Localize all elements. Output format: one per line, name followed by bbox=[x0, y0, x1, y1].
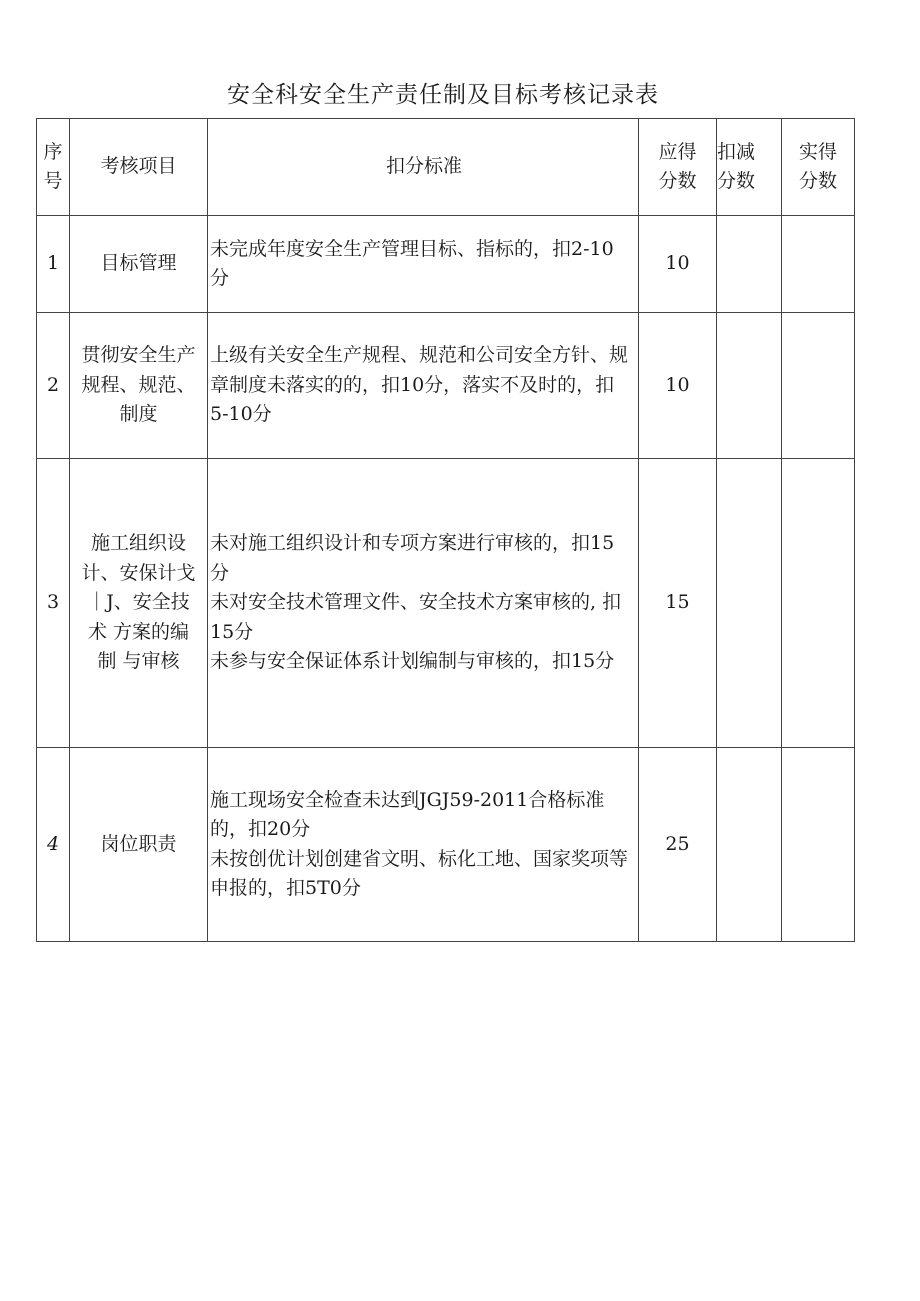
row-deduct-score bbox=[717, 313, 782, 459]
row-actual-score bbox=[782, 313, 855, 459]
row-deduct-score bbox=[717, 459, 782, 748]
header-actual-line-2: 分数 bbox=[798, 170, 837, 192]
header-deduct bbox=[717, 119, 782, 216]
row-seq: 3 bbox=[37, 459, 70, 748]
table-row bbox=[37, 216, 855, 313]
header-deduct-line-2: 分数 bbox=[717, 170, 756, 192]
header-seq bbox=[37, 119, 70, 216]
header-due-line-2: 分数 bbox=[658, 170, 697, 192]
row-seq: 1 bbox=[37, 216, 70, 313]
row-actual-score bbox=[782, 459, 855, 748]
table-header-row bbox=[37, 119, 855, 216]
row-item bbox=[70, 459, 208, 748]
header-due bbox=[639, 119, 717, 216]
header-seq-line-1: 序 bbox=[43, 140, 63, 163]
row-criteria-text: 未完成年度安全生产管理目标、指标的，扣2-10分 bbox=[210, 237, 614, 289]
table-row bbox=[37, 313, 855, 459]
row-actual-score bbox=[782, 216, 855, 313]
row-actual-score bbox=[782, 748, 855, 942]
header-deduct-line-1: 扣减 bbox=[717, 140, 756, 163]
row-criteria-text: 上级有关安全生产规程、规范和公司安全方针、规章制度未落实的的，扣10分，落实不及时的，扣5-10分 bbox=[210, 344, 629, 426]
row-due-score: 15 bbox=[639, 459, 717, 748]
row-item-text: 施工组织设计、安保计戈｜J、安全技术 方案的编制 与审核 bbox=[81, 532, 196, 673]
assessment-table bbox=[36, 118, 855, 942]
row-criteria bbox=[208, 313, 639, 459]
header-seq-line-2: 号 bbox=[43, 170, 63, 192]
row-item bbox=[70, 748, 208, 942]
row-due-score: 25 bbox=[639, 748, 717, 942]
row-seq: 4 bbox=[37, 748, 70, 942]
row-deduct-score bbox=[717, 216, 782, 313]
row-deduct-score bbox=[717, 748, 782, 942]
header-item: 考核项目 bbox=[70, 119, 208, 216]
row-criteria bbox=[208, 216, 639, 313]
header-due-line-1: 应得 bbox=[658, 140, 697, 163]
row-item bbox=[70, 313, 208, 459]
document-title: 安全科安全生产责任制及目标考核记录表 bbox=[227, 82, 659, 108]
row-item-text: 贯彻安全生产规程、规范、制度 bbox=[81, 344, 196, 426]
table-row bbox=[37, 459, 855, 748]
row-criteria-text: 施工现场安全检查未达到JGJ59-2011合格标准的，扣20分 未按创优计划创建省文明、标化工地、国家奖项等申报的，扣5T0分 bbox=[210, 788, 629, 899]
row-item-text: 目标管理 bbox=[100, 252, 177, 275]
row-item bbox=[70, 216, 208, 313]
row-criteria bbox=[208, 459, 639, 748]
row-due-score: 10 bbox=[639, 216, 717, 313]
header-criteria: 扣分标准 bbox=[208, 119, 639, 216]
header-actual-line-1: 实得 bbox=[798, 140, 837, 163]
row-item-text: 岗位职责 bbox=[100, 832, 177, 855]
row-criteria-text: 未对施工组织设计和专项方案进行审核的，扣15分 未对安全技术管理文件、安全技术方案审核的, 扣15分 未参与安全保证体系计划编制与审核的，扣15分 bbox=[210, 532, 622, 673]
row-criteria bbox=[208, 748, 639, 942]
row-seq: 2 bbox=[37, 313, 70, 459]
header-actual bbox=[782, 119, 855, 216]
table-row bbox=[37, 748, 855, 942]
row-due-score: 10 bbox=[639, 313, 717, 459]
